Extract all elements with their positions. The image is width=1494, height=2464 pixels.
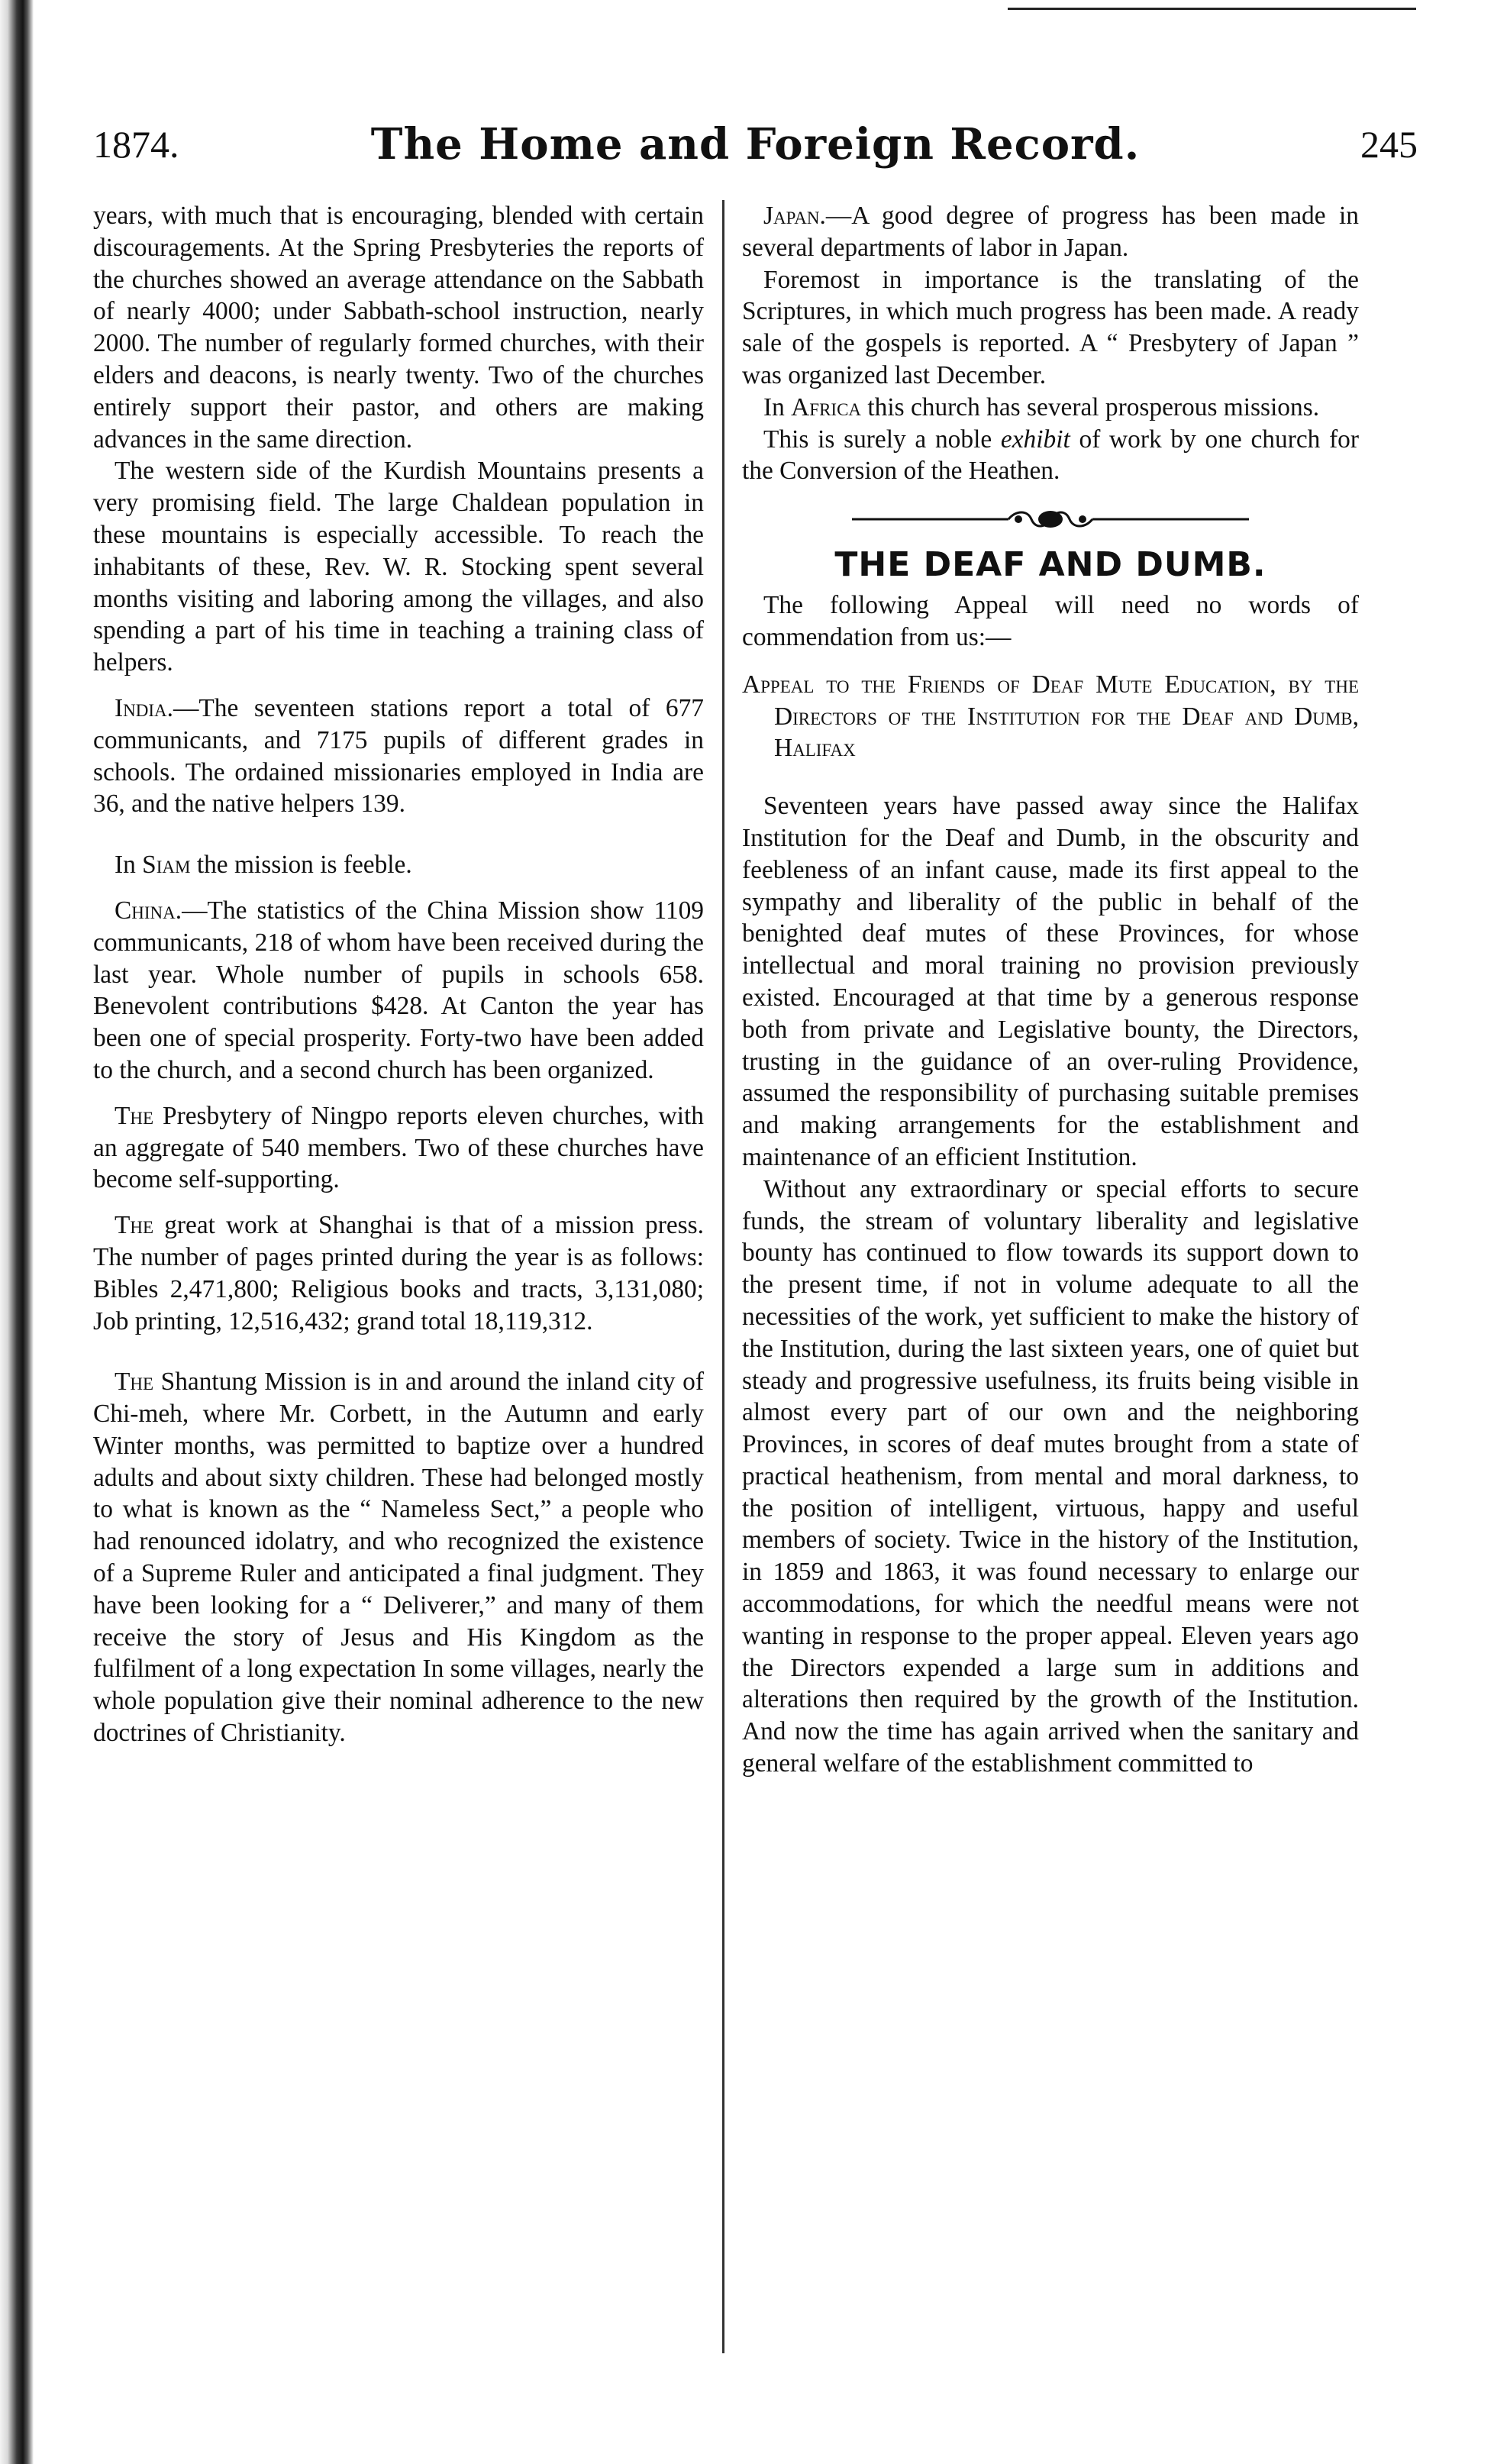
- paragraph-noble-exhibit: This is surely a noble exhibit of work by one church for the Conversion of the Heathen.: [742, 425, 1359, 486]
- paragraph-intro: The following Appeal will need no words of commendation from us:—: [742, 591, 1359, 651]
- lead-the-shanghai: The: [115, 1211, 154, 1240]
- column-divider: [722, 200, 724, 2353]
- lead-africa: Africa: [791, 392, 862, 421]
- paragraph-seventeen-years: Seventeen years have passed away since the Halifax Institution for the Deaf and Dumb, in the obscurity and feebleness of an infant cause, made its first appeal to the sympathy and liberality of the public in behalf of the benighted deaf mutes of these Provinces, for whose intellectual and moral training no provision previously existed. Encouraged at that time by a generous response both from private and Legislative bounty, the Directors, trusting in the guidance of an over-ruling Providence, assumed the responsibility of purchasing suitable premises and making arrangements for the establishment and maintenance of an efficient Institution.: [742, 792, 1359, 1171]
- lead-india: India.: [115, 693, 173, 722]
- paragraph-africa: In Africa this church has several prosperous missions.: [763, 392, 1320, 421]
- paragraph-without-extraordinary: Without any extraordinary or special efforts to secure funds, the stream of voluntary liberality and legislative bounty has continued to flow towards its support down to the present time, if not in volume adequate to all the necessities of the work, yet sufficient to make the history of the Institution, during the last sixteen years, one of quiet but steady and progressive usefulness, its fruits being visible in almost every part of our own and the neighboring Provinces, in scores of deaf mutes brought from a state of practical heathenism, from mental and moral darkness, to the position of intelligent, virtuous, happy and useful members of society. Twice in the history of the Institution, in 1859 and 1863, it was found necessary to enlarge our accommodations, for which the needful means were not wanting in response to the proper appeal. Eleven years ago the Directors expended a large sum in additions and alterations then required by the growth of the Institution. And now the time has again arrived when the sanitary and general welfare of the establishment committed to: [742, 1174, 1359, 1778]
- paragraph-japan: Japan.—A good degree of progress has been made in several departments of labor in Japan.: [742, 202, 1359, 262]
- lead-the-shantung: The: [115, 1368, 154, 1397]
- appeal-title: Appeal to the Friends of Deaf Mute Education, by the Directors of the Institution for the Deaf and Dumb, Halifax: [742, 670, 1359, 763]
- running-title: The Home and Foreign Record.: [370, 119, 1141, 170]
- page-binding-edge: [0, 0, 34, 2464]
- paragraph-persia-continued: years, with much that is encouraging, blended with certain discouragements. At the Spring Presbyteries the reports of the churches showed an average attendance on the Sabbath of nearly 4000; under Sabbath-school instruction, nearly 2000. The number of regularly formed churches, with their elders and deacons, is nearly twenty. Two of the churches entirely support their pastor, and others are making advances in the same direction.: [93, 202, 704, 454]
- paragraph-shantung: The Shantung Mission is in and around the inland city of Chi-meh, where Mr. Corbett, in the Autumn and early Winter months, was permitted to baptize over a hundred adults and about sixty children. These had belonged mostly to what is known as the “ Nameless Sect,” a people who had renounced idolatry, and who recognized the existence of a Supreme Ruler and anticipated a final judgment. They have been looking for a “ Deliverer,” and many of them receive the story of Jesus and His Kingdom as the fulfilment of a long expectation In some villages, nearly the whole population give their nominal adherence to the new doctrines of Christianity.: [93, 1368, 704, 1748]
- page-header: [93, 119, 1418, 183]
- paragraph-siam: In Siam the mission is feeble.: [115, 851, 412, 880]
- top-rule: [1008, 8, 1416, 10]
- decorative-divider-ornament-icon: [844, 505, 1257, 533]
- paragraph-shanghai: The great work at Shanghai is that of a mission press. The number of pages printed during the year is as follows: Bibles 2,471,800; Religious books and tracts, 3,131,080; Job printing, 12,516,432; grand total 18,119,312.: [93, 1211, 704, 1335]
- lead-siam: Siam: [142, 851, 191, 880]
- emphasis-exhibit: exhibit: [1000, 425, 1070, 454]
- lead-japan: Japan.: [763, 202, 826, 230]
- section-heading: THE DEAF AND DUMB.: [834, 545, 1267, 585]
- paragraph-ningpo: The Presbytery of Ningpo reports eleven churches, with an aggregate of 540 members. Two of these churches have become self-supporting.: [93, 1101, 704, 1194]
- paragraph-translating: Foremost in importance is the translating of the Scriptures, in which much progress has been made. A ready sale of the gospels is reported. A “ Presbytery of Japan ” was organized last December.: [742, 265, 1359, 389]
- page-number: 245: [1360, 123, 1418, 166]
- paragraph-kurdish-mountains: The western side of the Kurdish Mountains presents a very promising field. The large Chaldean population in these mountains is especially accessible. To reach the inhabitants of these, Rev. W. R. Stocking spent several months visiting and laboring among the villages, and also spending a part of his time in teaching a training class of helpers.: [93, 457, 704, 677]
- lead-the-ningpo: The: [115, 1101, 154, 1130]
- right-column: [742, 200, 1359, 1780]
- header-year: 1874.: [93, 123, 179, 166]
- paragraph-china: China.—The statistics of the China Mission show 1109 communicants, 218 of whom have been received during the last year. Whole number of pupils in schools 658. Benevolent contributions $428. At Canton the year has been one of special prosperity. Forty-two have been added to the church, and a second church has been organized.: [93, 896, 704, 1084]
- lead-china: China.: [115, 896, 182, 925]
- paragraph-india: India.—The seventeen stations report a total of 677 communicants, and 7175 pupils of different grades in schools. The ordained missionaries employed in India are 36, and the native helpers 139.: [93, 693, 704, 819]
- left-column: [93, 200, 704, 1749]
